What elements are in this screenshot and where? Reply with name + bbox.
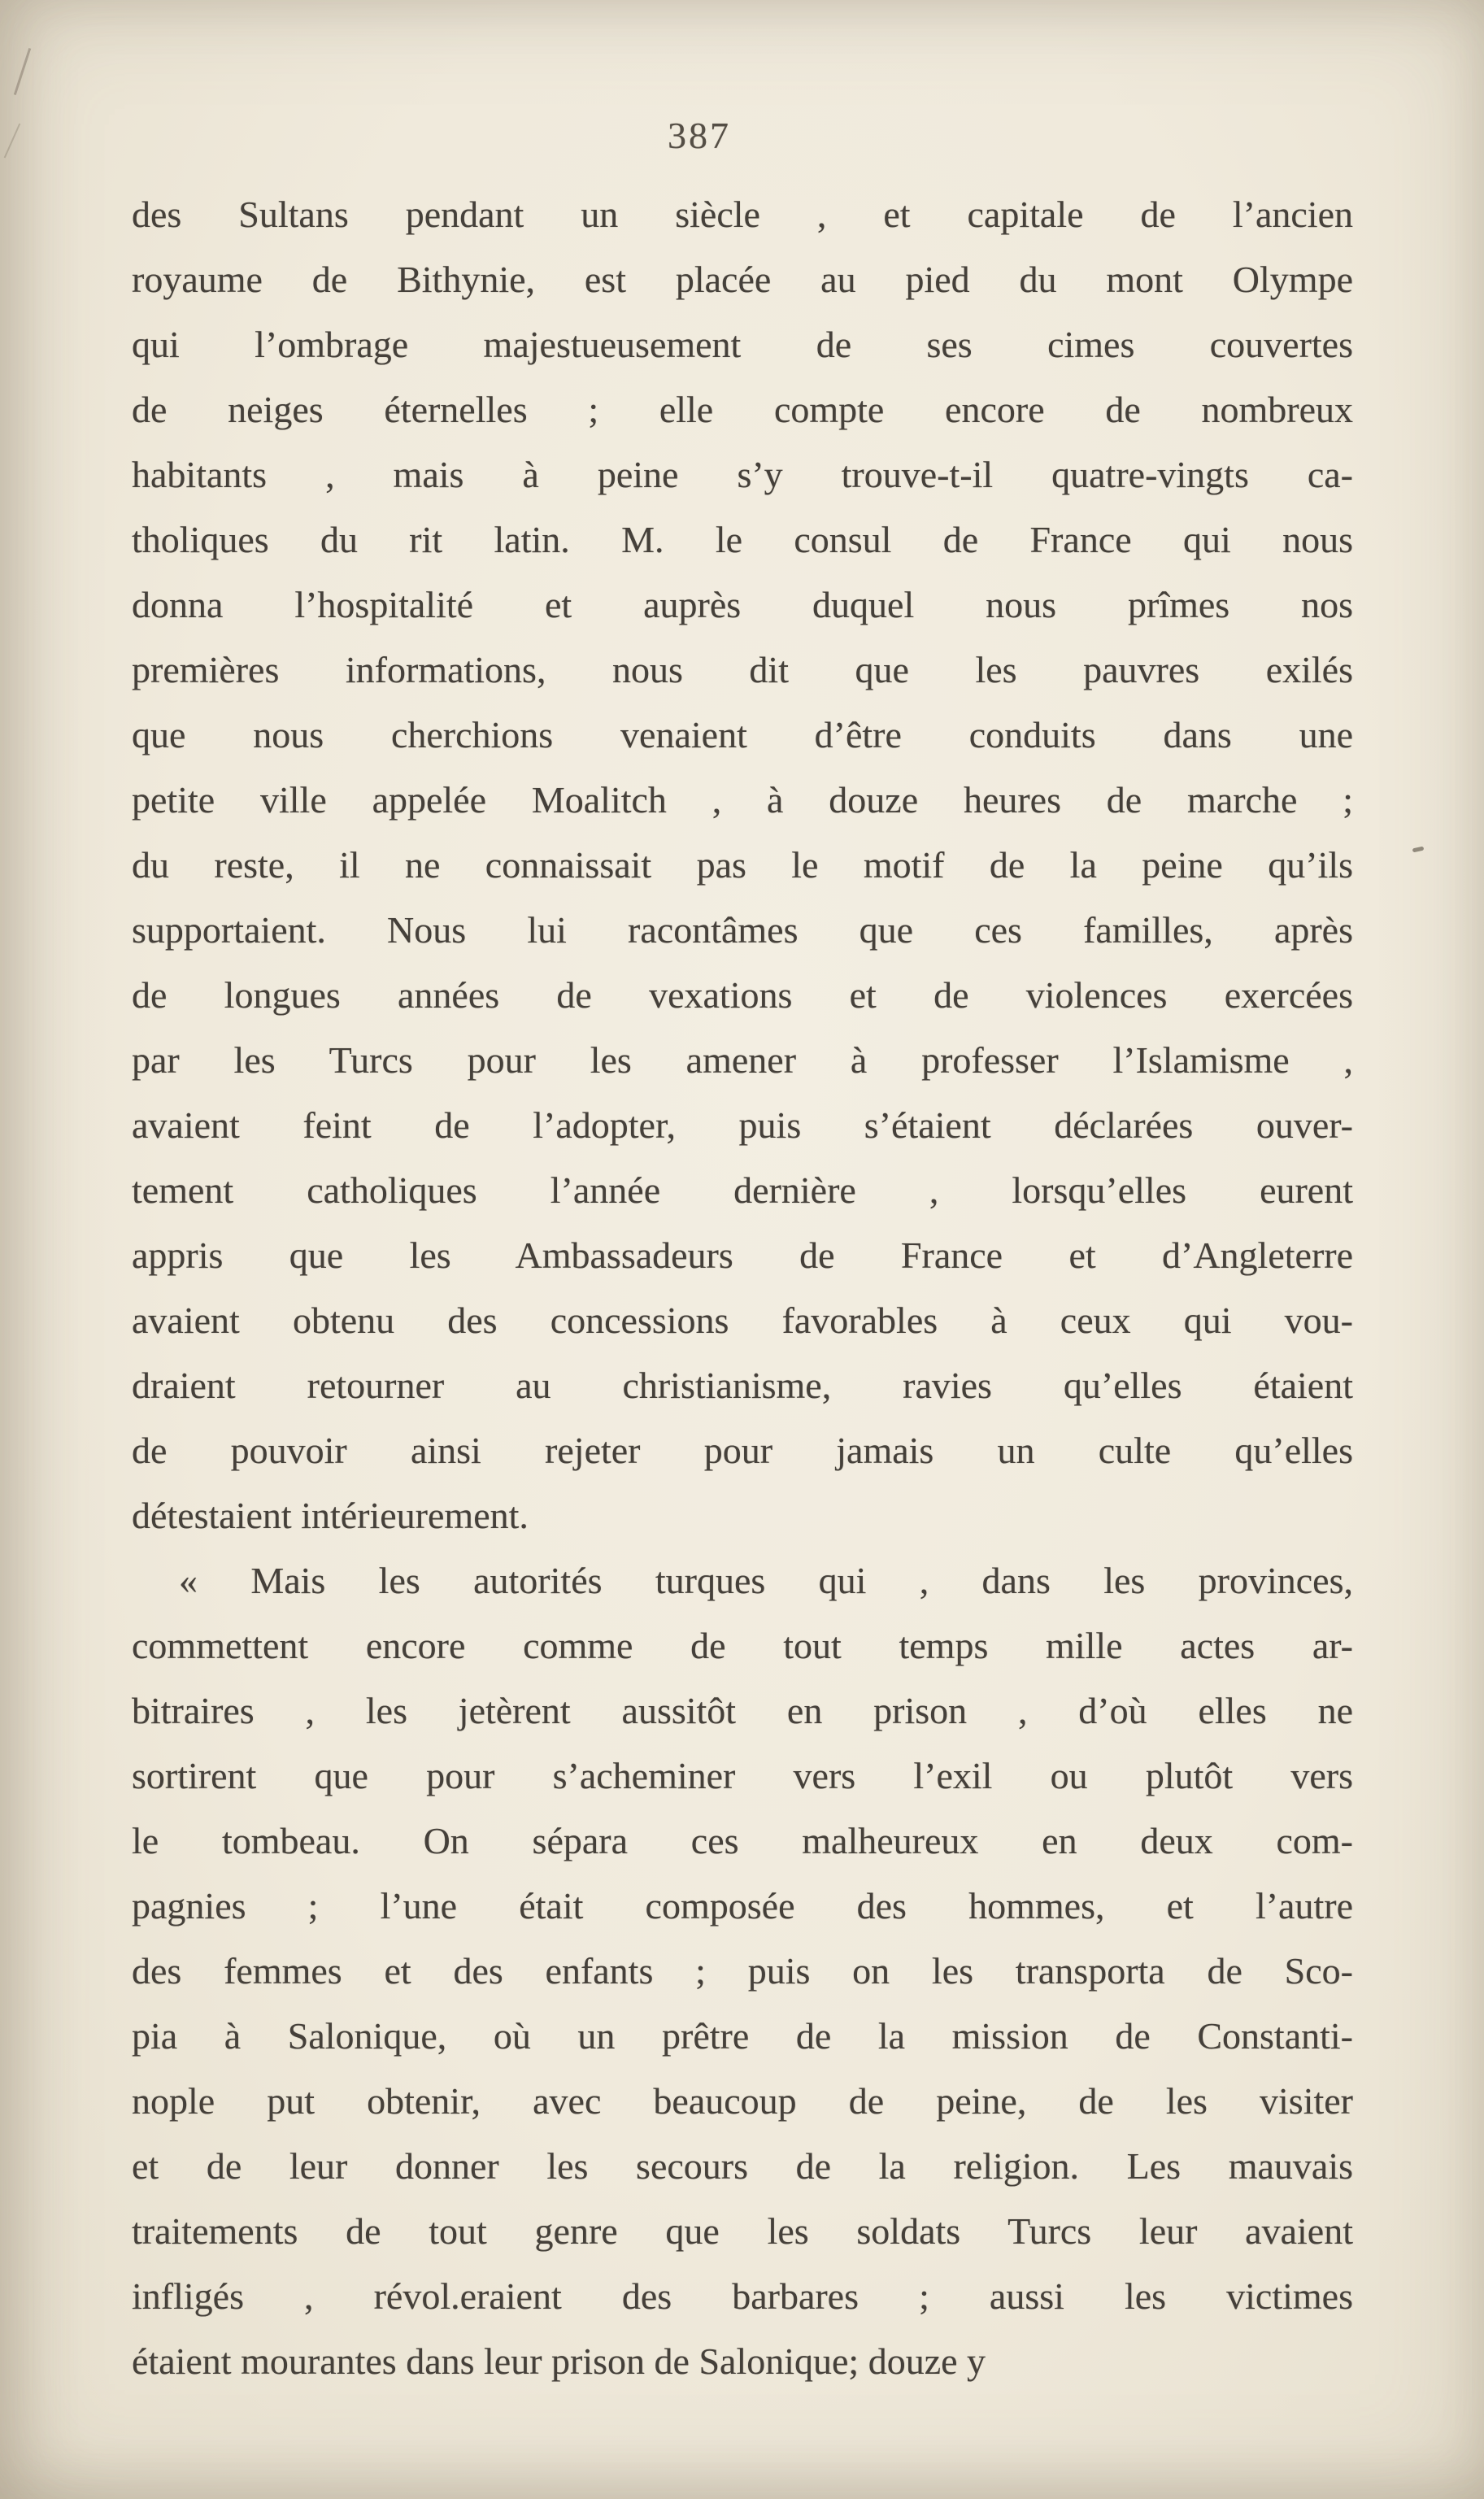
handwriting-mark: [4, 124, 21, 159]
text-line: avaient obtenu des concessions favorables à ceux qui vou-: [132, 1300, 1353, 1341]
text-line: petite ville appelée Moalitch , à douze heures de marche ;: [132, 779, 1353, 821]
text-line: de pouvoir ainsi rejeter pour jamais un culte qu’elles: [132, 1430, 1353, 1471]
text-line: des femmes et des enfants ; puis on les transporta de Sco-: [132, 1950, 1353, 1992]
text-line: supportaient. Nous lui racontâmes que ces familles, après: [132, 909, 1353, 951]
text-line: et de leur donner les secours de la religion. Les mauvais: [132, 2145, 1353, 2187]
text-line: nople put obtenir, avec beaucoup de peine, de les visiter: [132, 2080, 1353, 2122]
text-line: de neiges éternelles ; elle compte encore de nombreux: [132, 389, 1353, 430]
text-line: pia à Salonique, où un prêtre de la mission de Constanti-: [132, 2015, 1353, 2057]
text-line: que nous cherchions venaient d’être conduits dans une: [132, 714, 1353, 755]
text-line: le tombeau. On sépara ces malheureux en deux com-: [132, 1820, 1353, 1861]
ink-speck: [1412, 847, 1425, 853]
text-line: qui l’ombrage majestueusement de ses cimes couvertes: [132, 324, 1353, 365]
text-line: donna l’hospitalité et auprès duquel nous prîmes nos: [132, 584, 1353, 625]
text-line: « Mais les autorités turques qui , dans les provinces,: [179, 1560, 1353, 1601]
text-line: du reste, il ne connaissait pas le motif de la peine qu’ils: [132, 844, 1353, 886]
page-number: 387: [668, 115, 731, 156]
text-line: des Sultans pendant un siècle , et capitale de l’ancien: [132, 194, 1353, 235]
text-line: premières informations, nous dit que les pauvres exilés: [132, 649, 1353, 690]
text-line: traitements de tout genre que les soldats Turcs leur avaient: [132, 2210, 1353, 2252]
handwriting-mark: [14, 48, 31, 95]
text-line: bitraires , les jetèrent aussitôt en prison , d’où elles ne: [132, 1690, 1353, 1731]
text-line: étaient mourantes dans leur prison de Salonique; douze y: [132, 2340, 986, 2382]
text-line: infligés , révol.eraient des barbares ; aussi les victimes: [132, 2275, 1353, 2317]
text-line: tement catholiques l’année dernière , lorsqu’elles eurent: [132, 1169, 1353, 1211]
text-line: tholiques du rit latin. M. le consul de France qui nous: [132, 519, 1353, 560]
text-line: habitants , mais à peine s’y trouve-t-il quatre-vingts ca-: [132, 454, 1353, 495]
text-line: par les Turcs pour les amener à professer l’Islamisme ,: [132, 1039, 1353, 1081]
text-line: appris que les Ambassadeurs de France et d’Angleterre: [132, 1234, 1353, 1276]
text-line: commettent encore comme de tout temps mille actes ar-: [132, 1625, 1353, 1666]
text-line: détestaient intérieurement.: [132, 1495, 529, 1536]
text-line: pagnies ; l’une était composée des hommes, et l’autre: [132, 1885, 1353, 1926]
text-line: de longues années de vexations et de violences exercées: [132, 974, 1353, 1016]
page-text: [132, 182, 1353, 2394]
text-line: sortirent que pour s’acheminer vers l’exil ou plutôt vers: [132, 1755, 1353, 1796]
text-line: avaient feint de l’adopter, puis s’étaient déclarées ouver-: [132, 1104, 1353, 1146]
text-line: royaume de Bithynie, est placée au pied du mont Olympe: [132, 259, 1353, 300]
text-line: draient retourner au christianisme, ravies qu’elles étaient: [132, 1365, 1353, 1406]
